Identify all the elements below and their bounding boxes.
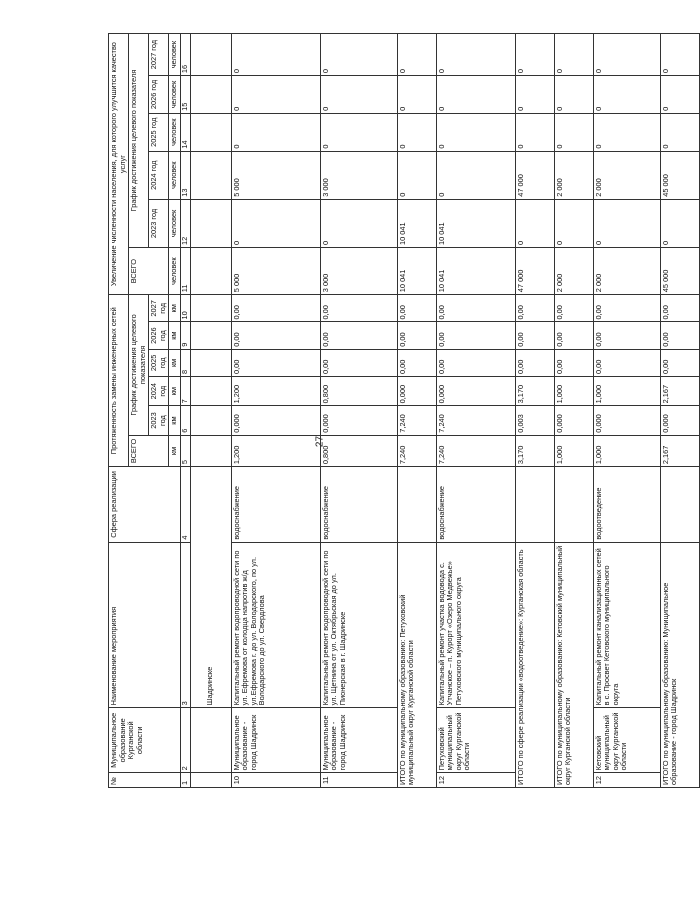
value-cell: 45 000 xyxy=(660,151,699,199)
column-number: 15 xyxy=(180,76,190,114)
municipality-cell: Муниципальное образование - город Шадринск xyxy=(320,708,397,773)
data-table xyxy=(108,33,700,788)
value-cell: 0,000 xyxy=(397,377,436,406)
header-year: 2024 год xyxy=(149,151,169,199)
value-cell: 0 xyxy=(660,113,699,151)
value-cell: 2,167 xyxy=(660,377,699,406)
value-cell: 0,00 xyxy=(554,322,593,349)
empty-cell xyxy=(397,467,436,542)
value-cell: 0,00 xyxy=(554,349,593,376)
municipality-cell: Кетовский муниципальный округ Курганской области xyxy=(593,708,660,773)
header-year: 2023 год xyxy=(149,406,169,435)
value-cell: 0 xyxy=(231,113,320,151)
value-cell: 0 xyxy=(436,34,515,76)
value-cell: 0 xyxy=(554,34,593,76)
activity-cell: Капитальный ремонт участка водовода с. Утчанское – п. Курорт «Озеро Медвежье» Петуховского муниципального округа xyxy=(436,542,515,708)
unit-person: человек xyxy=(169,34,181,76)
value-cell: 0 xyxy=(320,34,397,76)
rotated-table-container xyxy=(108,33,679,788)
empty-cell xyxy=(190,708,231,773)
value-cell: 0,00 xyxy=(397,322,436,349)
header-activity: Наименование мероприятия xyxy=(109,542,181,708)
value-cell: 0,00 xyxy=(593,295,660,322)
value-cell: 0,800 xyxy=(320,435,397,466)
value-cell: 7,240 xyxy=(436,406,515,435)
empty-cell xyxy=(190,113,231,151)
value-cell: 0 xyxy=(397,151,436,199)
column-number: 5 xyxy=(180,435,190,466)
value-cell: 1,200 xyxy=(231,377,320,406)
row-number: 12 xyxy=(436,773,515,788)
header-sphere: Сфера реализации xyxy=(109,467,181,542)
value-cell: 0,00 xyxy=(231,349,320,376)
value-cell: 3 000 xyxy=(320,248,397,295)
unit-km: км xyxy=(169,295,181,322)
value-cell: 0,000 xyxy=(231,406,320,435)
empty-cell xyxy=(190,322,231,349)
value-cell: 7,240 xyxy=(397,406,436,435)
total-label: ИТОГО по муниципальному образованию: Кетовский муниципальный округ Курганской области xyxy=(554,542,593,787)
value-cell: 5 000 xyxy=(231,248,320,295)
column-number: 1 xyxy=(180,773,190,788)
value-cell: 0 xyxy=(515,34,554,76)
value-cell: 10 041 xyxy=(397,248,436,295)
municipality-cell: Муниципальное образование - город Шадринск xyxy=(231,708,320,773)
unit-km: км xyxy=(169,322,181,349)
value-cell: 0,000 xyxy=(593,406,660,435)
column-number: 14 xyxy=(180,113,190,151)
value-cell: 0 xyxy=(554,199,593,247)
header-year: 2026 год xyxy=(149,76,169,114)
header-length-schedule: График достижения целевого показателя xyxy=(129,295,149,436)
empty-cell xyxy=(190,248,231,295)
column-number: 2 xyxy=(180,708,190,773)
value-cell: 0 xyxy=(593,76,660,114)
value-cell: 2 000 xyxy=(554,248,593,295)
header-year: 2023 год xyxy=(149,199,169,247)
empty-cell xyxy=(554,467,593,542)
unit-person: человек xyxy=(169,199,181,247)
table-row xyxy=(436,34,515,788)
value-cell: 0 xyxy=(231,76,320,114)
value-cell: 0 xyxy=(436,76,515,114)
empty-cell xyxy=(190,151,231,199)
value-cell: 1,200 xyxy=(231,435,320,466)
column-number: 6 xyxy=(180,406,190,435)
value-cell: 7,240 xyxy=(397,435,436,466)
empty-cell xyxy=(190,377,231,406)
value-cell: 0,00 xyxy=(515,322,554,349)
row-number: 11 xyxy=(320,773,397,788)
value-cell: 0 xyxy=(660,76,699,114)
header-population-group: Увеличение численности населения, для которого улучшится качество услуг xyxy=(109,34,129,295)
value-cell: 0,00 xyxy=(436,349,515,376)
value-cell: 3,170 xyxy=(515,435,554,466)
value-cell: 0,003 xyxy=(515,406,554,435)
header-population-total: ВСЕГО xyxy=(129,248,169,295)
value-cell: 10 041 xyxy=(436,248,515,295)
unit-km: км xyxy=(169,377,181,406)
column-number: 12 xyxy=(180,199,190,247)
value-cell: 0 xyxy=(660,199,699,247)
value-cell: 0,00 xyxy=(660,322,699,349)
header-year: 2025 год xyxy=(149,113,169,151)
value-cell: 0 xyxy=(554,113,593,151)
value-cell: 10 041 xyxy=(397,199,436,247)
sphere-cell: водоснабжение xyxy=(320,467,397,542)
value-cell: 7,240 xyxy=(436,435,515,466)
value-cell: 0 xyxy=(397,76,436,114)
empty-cell xyxy=(660,467,699,542)
row-number: 10 xyxy=(231,773,320,788)
activity-cell: Капитальный ремонт водопроводной сети по ул. Щетнина от ул. Октябрьская до ул. Пионерская в г. Шадринске xyxy=(320,542,397,708)
value-cell: 0 xyxy=(320,76,397,114)
total-label: ИТОГО по муниципальному образованию: Муниципальное образование - город Шадринск xyxy=(660,542,699,787)
activity-cell: Капитальный ремонт водопроводной сети по ул. Ефремова от колодца напротив ж/д ул.Ефремова г. до ул. Володарского, по ул. Володарского до ул. Свердлова xyxy=(231,542,320,708)
column-number: 13 xyxy=(180,151,190,199)
column-number: 8 xyxy=(180,349,190,376)
value-cell: 0 xyxy=(231,199,320,247)
value-cell: 0,00 xyxy=(593,322,660,349)
empty-cell xyxy=(190,773,231,788)
value-cell: 0 xyxy=(231,34,320,76)
value-cell: 0,00 xyxy=(320,322,397,349)
header-year: 2027 год xyxy=(149,34,169,76)
municipality-cell: Петуховский муниципальный округ Курганской области xyxy=(436,708,515,773)
sphere-cell: водоснабжение xyxy=(436,467,515,542)
value-cell: 0,00 xyxy=(554,295,593,322)
empty-cell xyxy=(190,76,231,114)
value-cell: 0,00 xyxy=(660,349,699,376)
row-number: 12 xyxy=(593,773,660,788)
unit-person: человек xyxy=(169,248,181,295)
value-cell: 0,00 xyxy=(320,349,397,376)
value-cell: 2 000 xyxy=(593,151,660,199)
total-label: ИТОГО по сфере реализации «водоотведение»: Курганская область xyxy=(515,542,554,787)
value-cell: 0,00 xyxy=(436,322,515,349)
header-year: 2027 год xyxy=(149,295,169,322)
value-cell: 0 xyxy=(436,151,515,199)
empty-cell xyxy=(190,406,231,435)
value-cell: 0 xyxy=(593,199,660,247)
value-cell: 0,000 xyxy=(436,377,515,406)
value-cell: 0,00 xyxy=(515,295,554,322)
value-cell: 0 xyxy=(593,113,660,151)
value-cell: 0,000 xyxy=(554,406,593,435)
total-row xyxy=(554,34,593,788)
value-cell: 0,000 xyxy=(660,406,699,435)
empty-cell xyxy=(190,435,231,466)
table-row xyxy=(593,34,660,788)
value-cell: 0,00 xyxy=(515,349,554,376)
total-label: ИТОГО по муниципальному образованию: Петуховский муниципальный округ Курганской области xyxy=(397,542,436,787)
column-number: 3 xyxy=(180,542,190,708)
header-length-group: Протяженность замены инженерных сетей xyxy=(109,295,129,467)
value-cell: 0 xyxy=(660,34,699,76)
total-row xyxy=(515,34,554,788)
header-year: 2025 год xyxy=(149,349,169,376)
value-cell: 0 xyxy=(554,76,593,114)
column-number: 16 xyxy=(180,34,190,76)
header-year: 2026 год xyxy=(149,322,169,349)
value-cell: 0,00 xyxy=(436,295,515,322)
value-cell: 0 xyxy=(515,113,554,151)
empty-cell xyxy=(190,295,231,322)
page-number: 27 xyxy=(314,435,326,448)
value-cell: 0 xyxy=(436,113,515,151)
value-cell: 2 000 xyxy=(554,151,593,199)
header-municipality: Муниципальное образование Курганской области xyxy=(109,708,181,773)
total-row xyxy=(660,34,699,788)
value-cell: 47 000 xyxy=(515,151,554,199)
value-cell: 3,170 xyxy=(515,377,554,406)
value-cell: 1,000 xyxy=(554,377,593,406)
value-cell: 0 xyxy=(515,199,554,247)
unit-person: человек xyxy=(169,151,181,199)
value-cell: 10 041 xyxy=(436,199,515,247)
column-number: 4 xyxy=(180,467,190,542)
header-num: № xyxy=(109,773,181,788)
column-number: 9 xyxy=(180,322,190,349)
value-cell: 0,00 xyxy=(231,322,320,349)
value-cell: 5 000 xyxy=(231,151,320,199)
sphere-cell: водоснабжение xyxy=(231,467,320,542)
value-cell: 0,800 xyxy=(320,377,397,406)
value-cell: 0,00 xyxy=(397,349,436,376)
activity-cell: Капитальный ремонт канализационных сетей в с. Просвет Кетовского муниципального округа xyxy=(593,542,660,708)
value-cell: 0 xyxy=(320,113,397,151)
empty-cell xyxy=(190,349,231,376)
value-cell: 0,00 xyxy=(593,349,660,376)
header-population-schedule: График достижения целевого показателя xyxy=(129,34,149,248)
header-length-total: ВСЕГО xyxy=(129,435,169,466)
value-cell: 0,00 xyxy=(397,295,436,322)
value-cell: 0 xyxy=(593,34,660,76)
total-row xyxy=(397,34,436,788)
value-cell: 2,167 xyxy=(660,435,699,466)
sphere-cell: водоотведение xyxy=(593,467,660,542)
value-cell: 2 000 xyxy=(593,248,660,295)
unit-km: км xyxy=(169,406,181,435)
value-cell: 3 000 xyxy=(320,151,397,199)
table-row xyxy=(231,34,320,788)
value-cell: 1,000 xyxy=(593,377,660,406)
value-cell: 0 xyxy=(397,113,436,151)
value-cell: 0,00 xyxy=(320,295,397,322)
value-cell: 0 xyxy=(320,199,397,247)
unit-km: км xyxy=(169,435,181,466)
value-cell: 0,00 xyxy=(231,295,320,322)
value-cell: 45 000 xyxy=(660,248,699,295)
unit-person: человек xyxy=(169,113,181,151)
empty-cell xyxy=(515,467,554,542)
section-title: Шадринске xyxy=(190,467,231,708)
value-cell: 0 xyxy=(397,34,436,76)
value-cell: 47 000 xyxy=(515,248,554,295)
value-cell: 1,000 xyxy=(593,435,660,466)
column-number: 7 xyxy=(180,377,190,406)
value-cell: 1,000 xyxy=(554,435,593,466)
empty-cell xyxy=(190,199,231,247)
unit-person: человек xyxy=(169,76,181,114)
unit-km: км xyxy=(169,349,181,376)
value-cell: 0,00 xyxy=(660,295,699,322)
value-cell: 0,000 xyxy=(320,406,397,435)
column-number: 10 xyxy=(180,295,190,322)
value-cell: 0 xyxy=(515,76,554,114)
table-row xyxy=(320,34,397,788)
column-number: 11 xyxy=(180,248,190,295)
header-year: 2024 год xyxy=(149,377,169,406)
empty-cell xyxy=(190,34,231,76)
